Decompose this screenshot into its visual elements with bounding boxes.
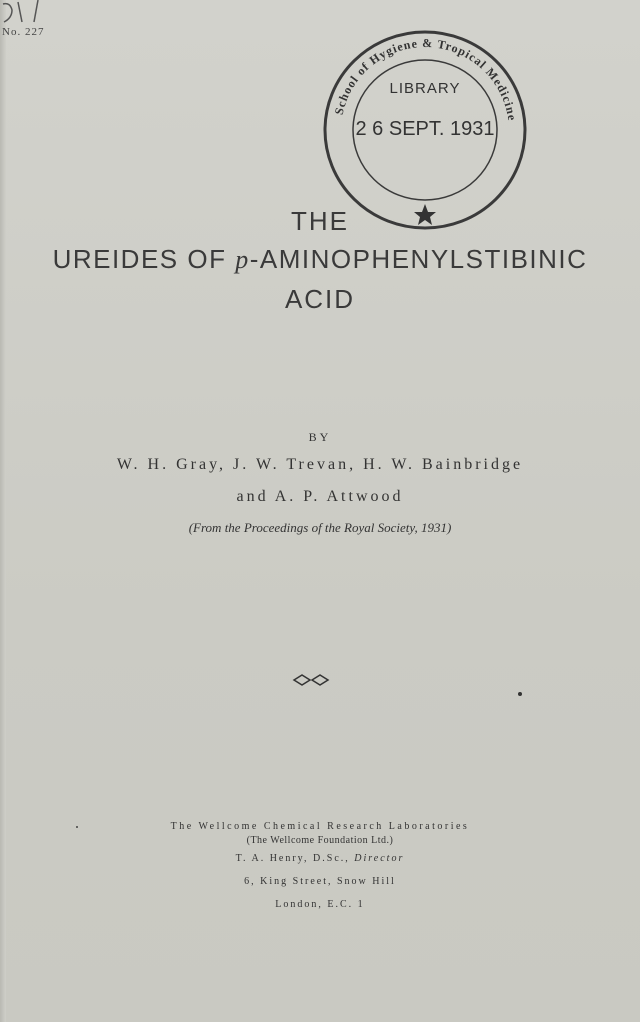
title-line-3: ACID [284, 284, 356, 314]
by-label: BY [308, 430, 332, 444]
title-line-2-suffix: -AMINOPHENYLSTIBINIC [249, 244, 588, 274]
imprint-director-role: Director [354, 853, 405, 864]
document-number: No. 227 [2, 26, 45, 38]
stamp-label: LIBRARY [389, 80, 461, 97]
imprint-foundation: (The Wellcome Foundation Ltd.) [246, 835, 394, 846]
imprint-director-name: T. A. Henry, D.Sc., [235, 853, 355, 864]
library-stamp [320, 26, 530, 232]
ornament-icon [290, 672, 334, 688]
ink-speck [518, 692, 522, 696]
source-citation: (From the Proceedings of the Royal Society, 1931) [188, 520, 452, 535]
imprint-director [0, 853, 640, 864]
authors-line-2: and A. P. Attwood [236, 488, 404, 505]
stamp-ring-text: School of Hygiene & Tropical Medicine [331, 35, 520, 123]
title-line-1: THE [291, 206, 349, 236]
title-line-2 [0, 244, 640, 275]
title-line-2-italic: p [235, 245, 250, 274]
authors-line-1: W. H. Gray, J. W. Trevan, H. W. Bainbridge [116, 456, 524, 473]
svg-text:School of Hygiene & Tropical M [332, 36, 520, 122]
imprint-address: 6, King Street, Snow Hill [244, 876, 396, 887]
imprint-publisher: The Wellcome Chemical Research Laboratories [170, 821, 470, 832]
stamp-date: 2 6 SEPT. 1931 [355, 118, 495, 140]
imprint-city: London, E.C. 1 [275, 899, 365, 910]
title-line-2-prefix: UREIDES OF [52, 244, 236, 274]
page-edge [0, 0, 6, 1022]
